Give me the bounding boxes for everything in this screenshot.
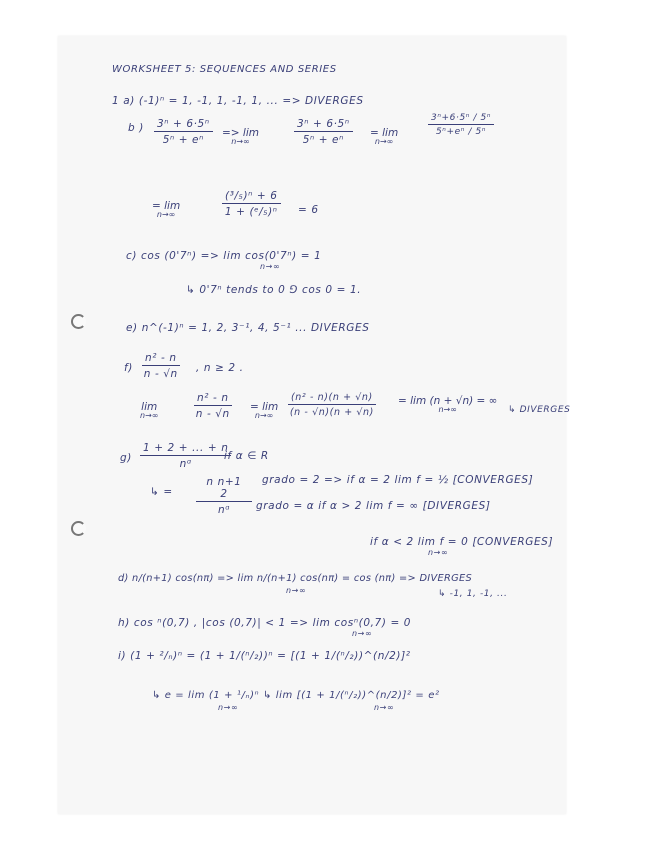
exercise-b-fraction-4 [222,190,281,218]
exercise-g-case-greater: grado = α if α > 2 lim f = ∞ [DIVERGES] [256,500,491,512]
exercise-f-label: f) [124,362,133,374]
fraction-numerator: (³/₅)ⁿ + 6 [222,190,281,204]
fraction-numerator: (n² - n)(n + √n) [288,392,376,405]
exercise-g-fraction [196,476,252,516]
exercise-f-result: ↳ DIVERGES [508,405,571,415]
punch-hole-top [71,314,86,329]
fraction-numerator: 1 + 2 + ... + n [140,442,231,456]
exercise-c-note: ↳ 0'7ⁿ tends to 0 ⅁ cos 0 = 1. [186,284,362,296]
fraction-numerator: n² - n [194,392,232,406]
exercise-g-definition [140,442,231,470]
fraction-numerator: n n+1 2 [196,476,252,502]
exercise-g-case-2: grado = 2 => if α = 2 lim f = ½ [CONVERGES] [262,474,534,486]
fraction-denominator: (n - √n)(n + √n) [289,407,374,418]
exercise-b-result: = 6 [298,204,319,216]
exercise-i-line-1: i) (1 + ²/ₙ)ⁿ = (1 + 1/(ⁿ/₂))ⁿ = [(1 + 1/(ⁿ/₂))^(n/2)]² [118,650,411,662]
punch-hole-bottom [71,521,86,536]
exercise-h-sub: n→∞ [352,629,373,638]
exercise-i-sub-1: n→∞ [218,703,239,712]
exercise-g-condition: if α ∈ R [224,450,269,462]
fraction-denominator: n - √n [143,368,178,380]
exercise-f-limit-3: = lim (n + √n) = ∞ n→∞ [398,395,498,414]
exercise-a: 1 a) (-1)ⁿ = 1, -1, 1, -1, 1, ... => DIVERGES [112,95,364,107]
exercise-f-condition: , n ≥ 2 . [196,362,244,374]
exercise-b-limit-1: => lim n→∞ [222,127,259,146]
fraction-numerator: 3ⁿ + 6·5ⁿ [294,118,353,132]
worksheet-title: WORKSHEET 5: SEQUENCES AND SERIES [112,64,337,75]
fraction-denominator: 5ⁿ+eⁿ / 5ⁿ [435,127,487,137]
exercise-e: e) n^(-1)ⁿ = 1, 2, 3⁻¹, 4, 5⁻¹ ... DIVERGES [126,322,370,334]
exercise-h: h) cos ⁿ(0,7) , |cos (0,7)| < 1 => lim cosⁿ(0,7) = 0 [118,617,412,629]
exercise-b-fraction-2 [294,118,353,146]
exercise-b-fraction-3 [428,113,494,137]
exercise-d-note: ↳ -1, 1, -1, ... [438,589,508,599]
exercise-i-line-2: ↳ e = lim (1 + ¹/ₙ)ⁿ ↳ lim [(1 + 1/(ⁿ/₂))^(n/2)]² = e² [152,690,440,701]
exercise-g-arrow: ↳ = [150,486,173,498]
exercise-d-sub: n→∞ [286,586,307,595]
exercise-d: d) n/(n+1) cos(nπ) => lim n/(n+1) cos(nπ) = cos (nπ) => DIVERGES [118,573,472,584]
exercise-c: c) cos (0'7ⁿ) => lim cos(0'7ⁿ) = 1 [126,250,322,262]
fraction-denominator: n - √n [195,408,230,420]
fraction-numerator: n² - n [142,352,180,366]
exercise-c-sub: n→∞ [260,262,281,271]
exercise-g-case-less: if α < 2 lim f = 0 [CONVERGES] [370,536,554,548]
exercise-f-limit-1: lim n→∞ [140,401,159,420]
fraction-denominator: 1 + (ᵉ/₅)ⁿ [224,206,278,218]
fraction-numerator: 3ⁿ+6·5ⁿ / 5ⁿ [428,113,494,125]
fraction-denominator: nᵅ [217,504,231,516]
exercise-f-fraction-1 [194,392,232,420]
exercise-f-definition [142,352,180,380]
exercise-g-sub: n→∞ [428,548,449,557]
exercise-i-sub-2: n→∞ [374,703,395,712]
exercise-b-limit-2: = lim n→∞ [370,127,399,146]
exercise-g-label: g) [120,452,132,464]
fraction-denominator: nᵅ [179,458,192,470]
exercise-b-label: b ) [128,122,144,134]
exercise-f-limit-2: = lim n→∞ [250,401,279,420]
fraction-denominator: 5ⁿ + eⁿ [162,134,204,146]
exercise-f-fraction-2 [288,392,376,418]
fraction-numerator: 3ⁿ + 6·5ⁿ [154,118,213,132]
fraction-denominator: 5ⁿ + eⁿ [302,134,344,146]
exercise-b-fraction-1 [154,118,213,146]
exercise-b-limit-3: = lim n→∞ [152,200,181,219]
